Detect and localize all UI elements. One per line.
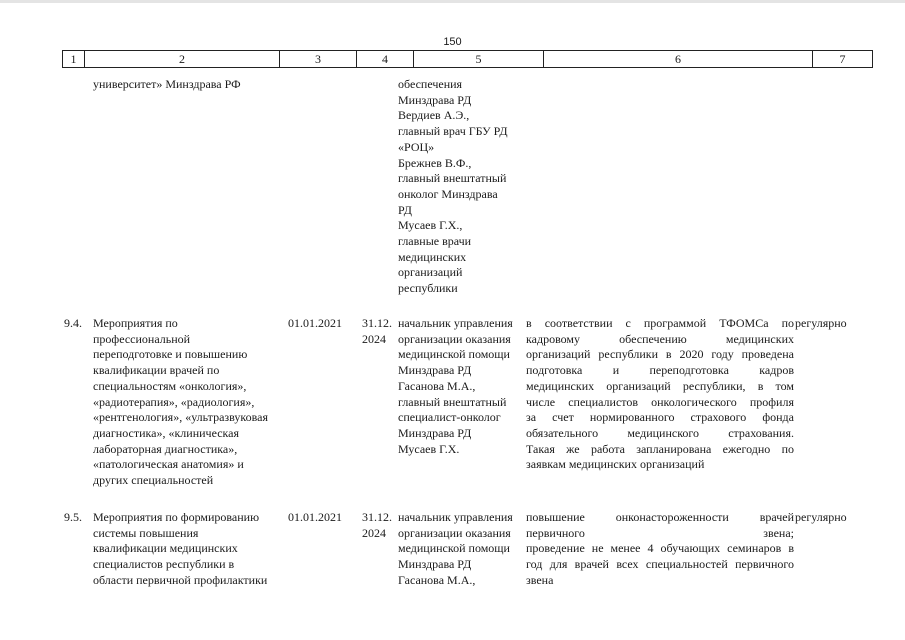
text-line: начальник управления [398,316,513,330]
text-line: Минздрава РД [398,92,472,107]
text-line: звена [526,572,554,587]
header-cell: 6 [544,51,813,68]
text-line: подготовка и переподготовка кадров [526,363,794,378]
text-line: обязательного медицинского страхования. [526,425,794,440]
text-line: числе специалистов онкологического профиля [526,394,794,409]
result-cell [526,316,794,473]
text-line: Минздрава РД [398,557,472,572]
text-line: главный врач ГБУ РД [398,124,508,139]
text-line: год для врачей всех специальностей первичного [526,557,794,572]
text-line: системы повышения [93,525,199,540]
text-line: медицинских организаций республики, в том [526,378,794,393]
text-line: Мусаев Г.Х. [398,441,460,456]
end-date [362,316,392,347]
header-cell: 1 [63,51,85,68]
text-line: «РОЦ» [398,139,435,154]
header-cell: 3 [280,51,357,68]
text-line: главный внештатный [398,171,507,186]
end-date [362,510,392,541]
header-cell: 4 [357,51,414,68]
continued-responsible-cell [398,77,508,297]
text-line: профессиональной [93,331,191,346]
text-line: Гасанова М.А., [398,378,476,393]
row-number: 9.5. [64,510,82,524]
text-line: медицинской помощи [398,541,510,556]
text-line: квалификации медицинских [93,541,238,556]
responsible-cell [398,510,513,589]
frequency: регулярно [795,510,847,524]
text-line: повышение онконастороженности врачей [526,510,794,524]
text-line: «радиотерапия», «радиология», [93,394,255,409]
text-line: 31.12. [362,510,392,524]
text-line: Мероприятия по формированию [93,510,260,524]
text-line: проведение не менее 4 обучающих семинаров в [526,541,794,556]
frequency: регулярно [795,316,847,330]
text-line: кадровому обеспечению медицинских [526,331,794,346]
text-line: организаций республики в 2020 году проведена [526,347,794,362]
text-line: Мероприятия по [93,316,178,330]
text-line: специальностям «онкология», [93,378,247,393]
header-cell: 7 [813,51,873,68]
scan-edge [0,0,905,3]
measure-name-cell [93,316,268,489]
responsible-cell [398,316,513,457]
header-cell: 5 [414,51,544,68]
text-line: диагностика», «клиническая [93,425,240,440]
text-line: Гасанова М.А., [398,572,476,587]
text-line: других специальностей [93,473,214,488]
row-number: 9.4. [64,316,82,330]
text-line: главные врачи [398,234,472,249]
text-line: главный внештатный [398,394,507,409]
text-line: лабораторная диагностика», [93,441,238,456]
header-cell: 2 [85,51,280,68]
measure-name-cell [93,510,267,589]
text-line: 2024 [362,331,386,346]
text-line: квалификации врачей по [93,363,220,378]
header-row [63,51,873,68]
text-line: «патологическая анатомия» и [93,457,244,472]
text-line: организации оказания [398,331,511,346]
text-line: РД [398,202,412,217]
text-line: организаций [398,265,463,280]
start-date: 01.01.2021 [288,316,342,330]
text-line: переподготовке и повышению [93,347,248,362]
text-line: в соответствии с программой ТФОМСа по [526,316,794,330]
text-line: 2024 [362,525,386,540]
text-line: заявкам медицинских организаций [526,457,705,472]
text-line: Брежнев В.Ф., [398,155,472,170]
text-line: медицинской помощи [398,347,510,362]
text-line: области первичной профилактики [93,572,268,587]
continued-name-cell: университет» Минздрава РФ [93,77,241,91]
text-line: специалист-онколог [398,410,501,425]
page-number: 150 [443,36,462,48]
text-line: Минздрава РД [398,425,472,440]
text-line: 31.12. [362,316,392,330]
text-line: за счет нормированного страхового фонда [526,410,794,425]
text-line: «рентгенология», «ультразвуковая [93,410,268,425]
column-number-header [62,50,873,68]
text-line: онколог Минздрава [398,186,498,201]
text-line: Такая же работа запланирована ежегодно по [526,441,794,456]
text-line: Минздрава РД [398,363,472,378]
start-date: 01.01.2021 [288,510,342,524]
result-cell [526,510,794,589]
text-line: медицинских [398,249,467,264]
text-line: первичного звена; [526,525,794,540]
text-line: обеспечения [398,77,463,91]
text-line: специалистов республики в [93,557,235,572]
text-line: республики [398,281,458,296]
text-line: начальник управления [398,510,513,524]
text-line: организации оказания [398,525,511,540]
text-line: Вердиев А.Э., [398,108,470,123]
text-line: Мусаев Г.Х., [398,218,463,233]
